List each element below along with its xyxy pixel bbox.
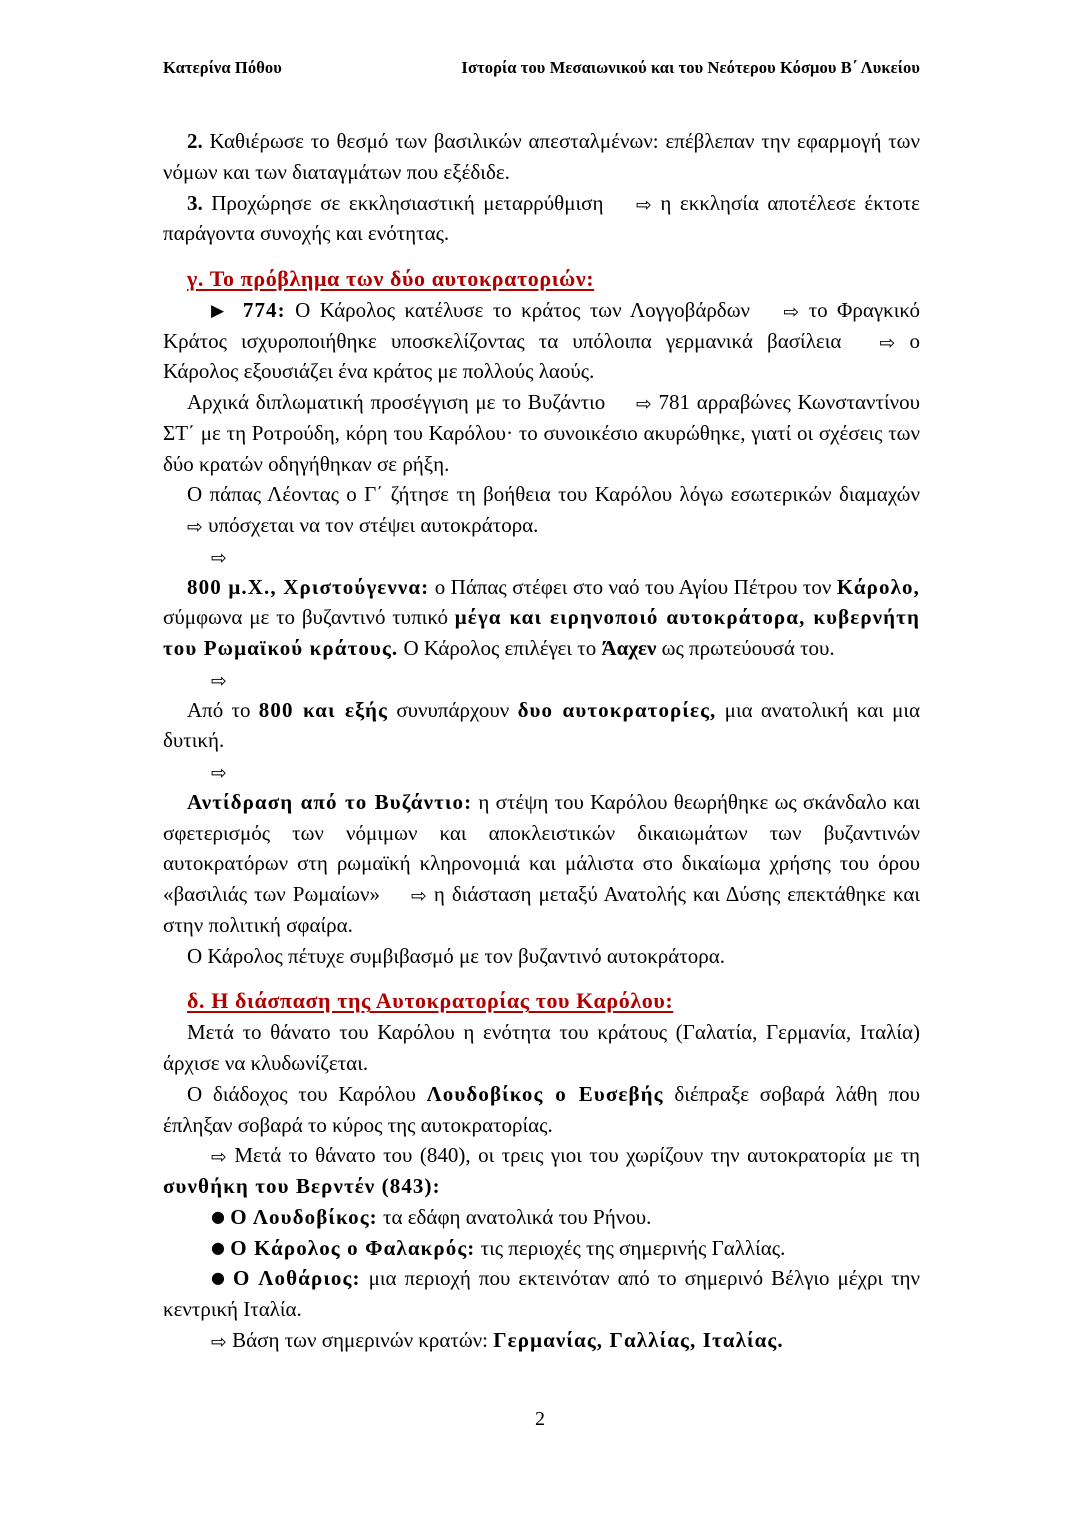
para-successor-t1: Ο διάδοχος του Καρόλου: [187, 1081, 427, 1106]
para-diplomatic-after: 781 αρραβώνες Κωνσταντίνου ΣΤ΄ με τη Ροτρούδη, κόρη του Καρόλου· το συνοικέσιο ακυρώθηκε, γιατί οι σχέσεις των δύο κρατών οδηγήθηκαν σε ρήξη.: [163, 390, 920, 476]
heading-section-d: δ. Η διάσπαση της Αυτοκρατορίας του Καρόλου:: [187, 988, 674, 1014]
para-successor-b1: Λουδοβίκος ο Ευσεβής: [426, 1081, 664, 1106]
paragraph-compromise: Ο Κάρολος πέτυχε συμβιβασμό με τον βυζαντινό αυτοκράτορα.: [187, 943, 725, 968]
paragraph-diplomatic-approach: [163, 387, 920, 479]
para-800-b2: μέγα και ειρηνοποιό αυτοκράτορα, κυβερνήτη του Ρωμαϊκού κράτους.: [163, 605, 920, 661]
paragraph-byzantine-reaction: [163, 787, 920, 941]
hollow-arrow-icon: ⇨: [211, 1146, 227, 1169]
item-2-text: Καθιέρωσε το θεσμό των βασιλικών απεσταλμένων: επέβλεπαν την εφαρμογή των νόμων και των διαταγμάτων που εξέδιδε.: [163, 129, 920, 184]
bullet-1-bold: Ο Κάρολος ο Φαλακρός:: [230, 1235, 476, 1260]
bullet-0-rest: τα εδάφη ανατολικά του Ρήνου.: [377, 1204, 652, 1229]
header-title: Ιστορία του Μεσαιωνικού και του Νεότερου Κόσμου Β΄ Λυκείου: [461, 58, 920, 77]
hollow-arrow-icon: ⇨: [635, 193, 652, 216]
hollow-arrow-icon: ⇨: [211, 546, 227, 569]
paragraph-840-division: [163, 1140, 920, 1202]
para-800-b1: Κάρολο,: [836, 574, 920, 599]
list-item: [163, 1263, 920, 1325]
para-800-lead: 800 μ.Χ., Χριστούγεννα:: [187, 574, 430, 599]
para-two-t1: Από το: [187, 697, 259, 722]
para-pope-before: Ο πάπας Λέοντας ο Γ΄ ζήτησε τη βοήθεια του Καρόλου λόγω εσωτερικών διαμαχών: [187, 482, 920, 507]
hollow-arrow-icon: ⇨: [211, 762, 227, 785]
paragraph-item-2: [163, 126, 920, 188]
para-774-mid: το Φραγκικό Κράτος ισχυροποιήθηκε υποσκελίζοντας τα υπόλοιπα γερμανικά βασίλεια: [163, 297, 921, 353]
heading-section-c: γ. Το πρόβλημα των δύο αυτοκρατοριών:: [187, 266, 595, 291]
hollow-arrow-icon: ⇨: [411, 885, 427, 908]
para-840-b1: συνθήκη του Βερντέν (843):: [163, 1174, 441, 1199]
paragraph-basis-of-states: [163, 1325, 920, 1356]
hollow-arrow-icon: ⇨: [879, 331, 896, 354]
paragraph-item-3: [163, 188, 920, 250]
document-body: [163, 126, 920, 1356]
page-header: [163, 58, 920, 78]
paragraph-successor: [163, 1079, 920, 1141]
bullet-icon: ●: [211, 1206, 225, 1226]
para-reaction-after: η διάσταση μεταξύ Ανατολής και Δύσης επεκτάθηκε και στην πολιτική σφαίρα.: [163, 882, 921, 937]
para-800-b3: Άαχεν: [601, 636, 657, 661]
paragraph-800ad-christmas: [163, 572, 920, 664]
para-basis-b1: Γερμανίας, Γαλλίας, Ιταλίας.: [493, 1327, 784, 1352]
list-item: [163, 1202, 920, 1233]
para-800-t4: ως πρωτεύουσά του.: [656, 636, 835, 661]
para-pope-after: υπόσχεται να τον στέψει αυτοκράτορα.: [202, 513, 539, 538]
paragraph-two-empires: [163, 695, 920, 757]
paragraph-after-death: Μετά το θάνατο του Καρόλου η ενότητα του κράτους (Γαλατία, Γερμανία, Ιταλία) άρχισε να κλυδωνίζεται.: [163, 1020, 920, 1076]
para-diplomatic-before: Αρχικά διπλωματική προσέγγιση με το Βυζάντιο: [187, 390, 612, 415]
para-two-b1: 800 και εξής: [258, 697, 389, 722]
bullet-2-bold: Ο Λοθάριος:: [232, 1266, 361, 1291]
para-774-after: ο Κάρολος εξουσιάζει ένα κράτος με πολλούς λαούς.: [163, 328, 921, 384]
para-reaction-before: η στέψη του Καρόλου θεωρήθηκε ως σκάνδαλο και σφετερισμός των νόμιμων και αποκλειστικών δικαιωμάτων των βυζαντινών αυτοκρατόρων στη ρωμαϊκή κληρονομιά και μάλιστα στο δικαίωμα χρήσης του όρου «βασιλιάς των Ρωμαίων»: [163, 789, 920, 907]
hollow-arrow-icon: ⇨: [211, 669, 227, 692]
item-3-text-after: η εκκλησία αποτέλεσε έκτοτε παράγοντα συνοχής και ενότητας.: [163, 190, 921, 246]
para-two-t3: μια ανατολική και μια δυτική.: [163, 697, 921, 753]
item-3-text-before: Προχώρησε σε εκκλησιαστική μεταρρύθμιση: [202, 190, 612, 215]
bullet-icon: ●: [211, 1237, 225, 1257]
para-two-t2: συνυπάρχουν: [388, 697, 518, 722]
para-800-t2: σύμφωνα με το βυζαντινό τυπικό: [163, 605, 455, 630]
bullet-0-bold: Ο Λουδοβίκος:: [230, 1204, 378, 1229]
hollow-arrow-icon: ⇨: [187, 516, 203, 539]
para-two-b2: δυο αυτοκρατορίες,: [517, 697, 717, 722]
bullet-2-rest: μια περιοχή που εκτεινόταν από το σημερινό Βέλγιο μέχρι την κεντρική Ιταλία.: [163, 1266, 920, 1322]
para-774-before: Ο Κάρολος κατέλυσε το κράτος των Λογγοβάρδων: [285, 297, 760, 322]
para-reaction-lead: Αντίδραση από το Βυζάντιο:: [187, 789, 473, 814]
arrow-separator-3: [163, 756, 920, 787]
bullet-icon: ●: [211, 1268, 225, 1288]
item-3-number: 3.: [187, 190, 203, 215]
para-successor-t2: διέπραξε σοβαρά λάθη που έπληξαν σοβαρά το κύρος της αυτοκρατορίας.: [163, 1081, 920, 1137]
arrow-separator-1: [163, 541, 920, 572]
list-item: [163, 1233, 920, 1264]
para-800-t3: Ο Κάρολος επιλέγει το: [398, 636, 602, 661]
paragraph-774: [163, 295, 920, 387]
page-number: 2: [535, 1408, 545, 1430]
hollow-arrow-icon: ⇨: [635, 393, 652, 416]
para-basis-t1: Βάση των σημερινών κρατών:: [226, 1327, 494, 1352]
para-800-t1: ο Πάπας στέφει στο ναό του Αγίου Πέτρου τον: [429, 574, 837, 599]
para-840-t1: Μετά το θάνατο του (840), οι τρεις γιοι του χωρίζουν την αυτοκρατορία με τη: [226, 1143, 920, 1168]
solid-triangle-icon: ▶: [211, 300, 225, 321]
hollow-arrow-icon: ⇨: [211, 1330, 227, 1353]
paragraph-pope-leo: [163, 479, 920, 541]
hollow-arrow-icon: ⇨: [783, 300, 800, 323]
header-author: Κατερίνα Πόθου: [163, 58, 282, 77]
arrow-separator-2: [163, 664, 920, 695]
bullet-1-rest: τις περιοχές της σημερινής Γαλλίας.: [475, 1235, 786, 1260]
item-2-number: 2.: [187, 129, 203, 153]
year-774: 774:: [242, 297, 286, 322]
